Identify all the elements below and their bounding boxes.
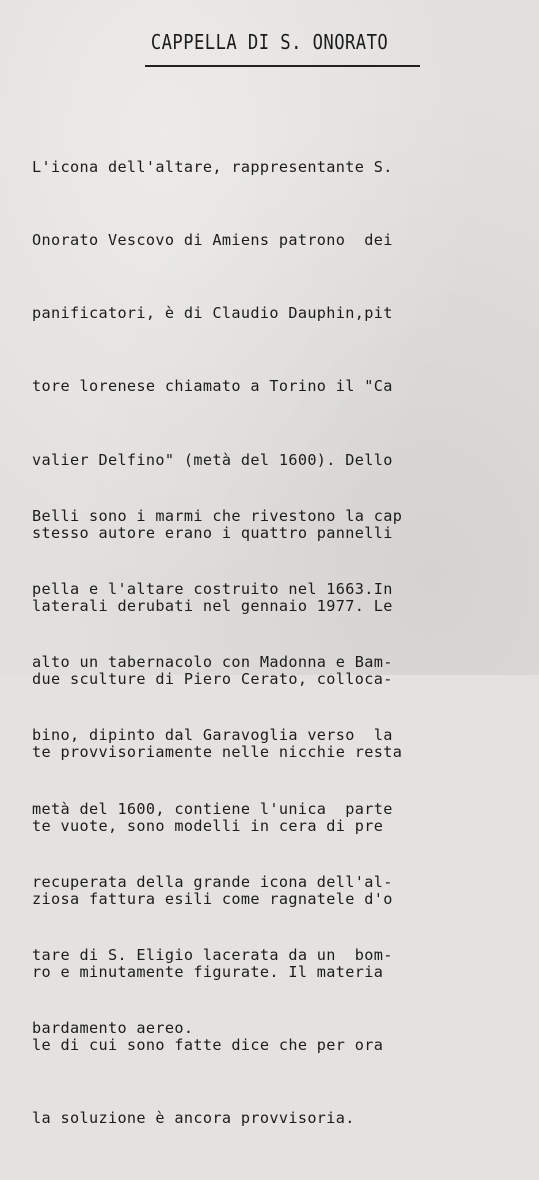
text-line: la soluzione è ancora provvisoria. <box>32 1109 355 1128</box>
text-line: due sculture di Piero Cerato, colloca- <box>32 670 393 689</box>
text-line: tare di S. Eligio lacerata da un bom- <box>32 946 393 965</box>
text-line: te vuote, sono modelli in cera di pre <box>32 816 384 835</box>
text-line: metà del 1600, contiene l'unica parte <box>32 799 393 818</box>
text-line: panificatori, è di Claudio Dauphin,pit <box>32 304 393 323</box>
text-line: valier Delfino" (metà del 1600). Dello <box>32 450 393 469</box>
paragraph-2 <box>32 455 512 1089</box>
page-title: CAPPELLA DI S. ONORATO <box>150 30 389 54</box>
text-line: recuperata della grande icona dell'al- <box>32 872 393 891</box>
text-line: ro e minutamente figurate. Il materia <box>32 963 384 982</box>
text-line: alto un tabernacolo con Madonna e Bam- <box>32 653 393 672</box>
title-underline <box>145 65 420 67</box>
text-line: Onorato Vescovo di Amiens patrono dei <box>32 231 393 250</box>
text-line: bardamento aereo. <box>32 1019 194 1038</box>
text-line: laterali derubati nel gennaio 1977. Le <box>32 597 393 616</box>
text-line: pella e l'altare costruito nel 1663.In <box>32 580 393 599</box>
text-line: ziosa fattura esili come ragnatele d'o <box>32 889 393 908</box>
text-line: te provvisoriamente nelle nicchie resta <box>32 743 403 762</box>
text-line: Belli sono i marmi che rivestono la cap <box>32 506 403 525</box>
text-line: stesso autore erano i quattro pannelli <box>32 523 393 542</box>
text-line: le di cui sono fatte dice che per ora <box>32 1036 384 1055</box>
text-line: bino, dipinto dal Garavoglia verso la <box>32 726 393 745</box>
text-line: L'icona dell'altare, rappresentante S. <box>32 157 393 176</box>
text-line: tore lorenese chiamato a Torino il "Ca <box>32 377 393 396</box>
